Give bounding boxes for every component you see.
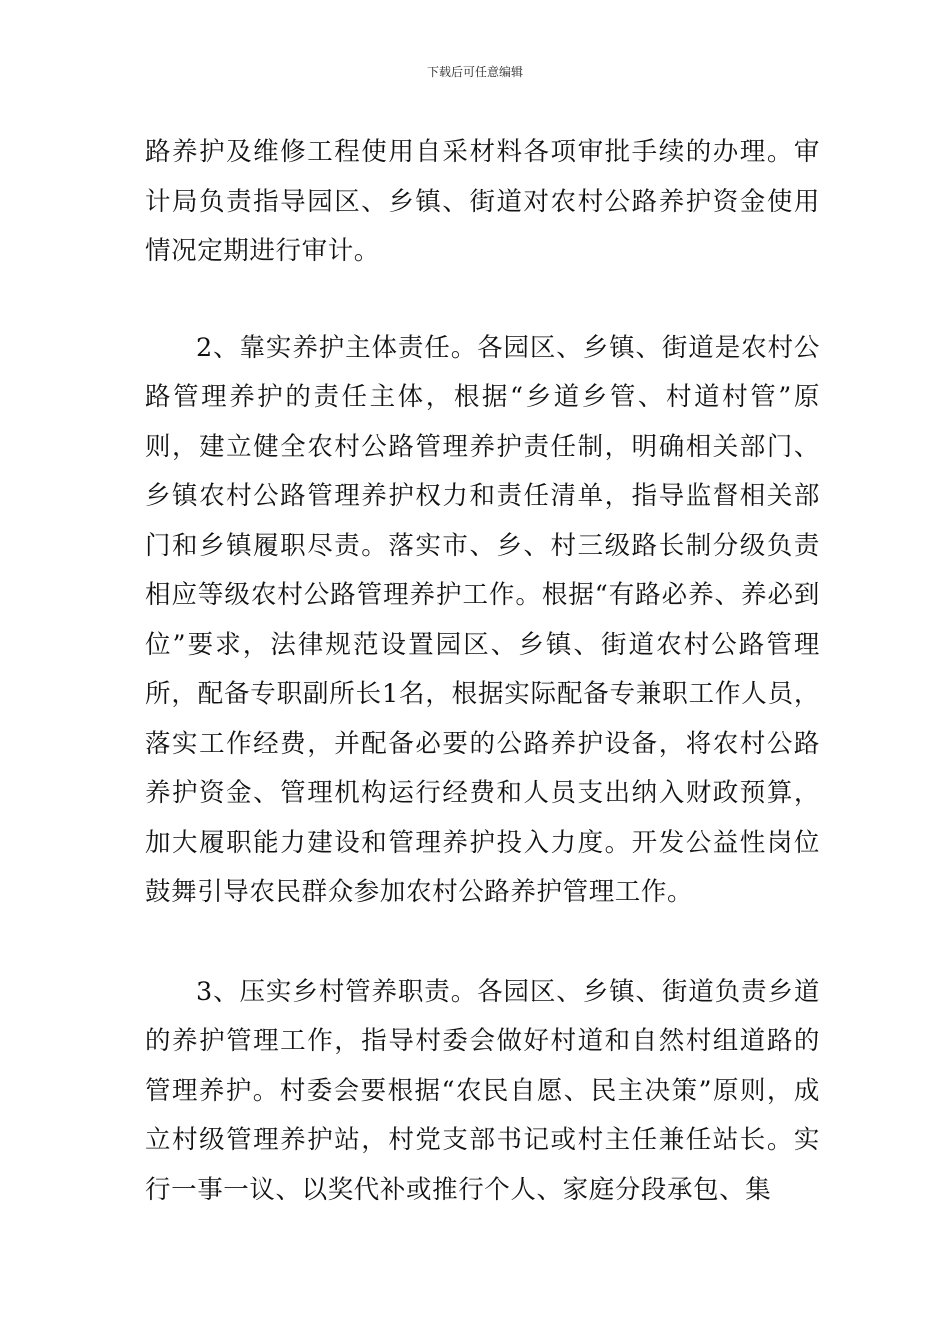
page-header: 下载后可任意编辑 xyxy=(426,65,523,79)
paragraph-3: 3、压实乡村管养职责。各园区、乡镇、街道负责乡道的养护管理工作，指导村委会做好村道和自然村组道路的管理养护。村委会要根据“农民自愿、民主决策”原则，成立村级管理养护站，村党支部书记或村主任兼任站长。实行一事一议、以奖代补或推行个人、家庭分段承包、集 xyxy=(145,976,820,1205)
document-body xyxy=(145,128,820,1215)
paragraph-continuation: 路养护及维修工程使用自采材料各项审批手续的办理。审计局负责指导园区、乡镇、街道对农村公路养护资金使用情况定期进行审计。 xyxy=(145,137,820,266)
paragraph-2: 2、靠实养护主体责任。各园区、乡镇、街道是农村公路管理养护的责任主体，根据“乡道乡管、村道村管”原则，建立健全农村公路管理养护责任制，明确相关部门、乡镇农村公路管理养护权力和责任清单，指导监督相关部门和乡镇履职尽责。落实市、乡、村三级路长制分级负责相应等级农村公路管理养护工作。根据“有路必养、养必到位”要求，法律规范设置园区、乡镇、街道农村公路管理所，配备专职副所长1名，根据实际配备专兼职工作人员，落实工作经费，并配备必要的公路养护设备，将农村公路养护资金、管理机构运行经费和人员支出纳入财政预算，加大履职能力建设和管理养护投入力度。开发公益性岗位鼓舞引导农民群众参加农村公路养护管理工作。 xyxy=(145,332,820,907)
